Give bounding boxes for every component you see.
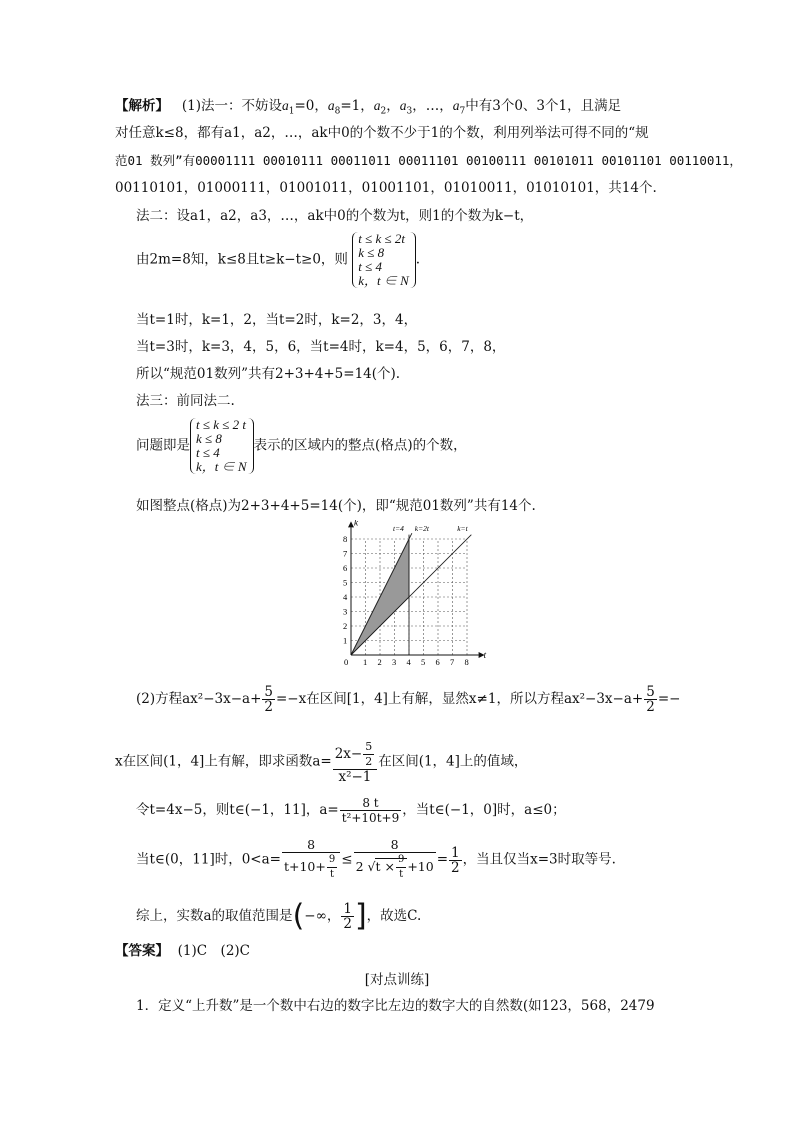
solution-line-1: 【解析】 (1)法一：不妨设$a_1=0$，$a_8=1$，$a_2$，$a_3$，…，$a_7$中有3个0、3个1，且满足 [115, 98, 622, 117]
method3-line: 法三：前同法二. [136, 393, 235, 409]
inequality-system-1: t ≤ k ≤ 2t k ≤ 8 t ≤ 4 k，t ∈ N [352, 232, 416, 288]
method2-system-line: 由2m=8知，k≤8且t≥k−t≥0，则 t ≤ k ≤ 2t k ≤ 8 t ≤ 4 k，t ∈ N . [136, 231, 421, 288]
line-k-t [351, 535, 471, 655]
x-tick-label: 3 [392, 657, 397, 667]
y-tick-label: 5 [343, 577, 348, 588]
answer-label: 【答案】 [115, 943, 169, 959]
y-tick-label: 2 [343, 621, 348, 631]
answer-line: 【答案】 (1)C (2)C [115, 943, 250, 959]
line-label: k=2t [414, 524, 430, 534]
x-tick-label: 5 [421, 657, 426, 667]
line-label: k=t [457, 524, 468, 534]
solution-line-3: 范01 数列”有00001111 00010111 00011011 00011101 00100111 00101011 00101101 00110011， [115, 153, 742, 168]
y-tick-label: 6 [343, 563, 348, 573]
y-tick-label: 7 [343, 548, 348, 559]
x-tick-label: 6 [435, 657, 440, 667]
y-tick-label: 4 [343, 592, 348, 602]
y-tick-label: 1 [343, 635, 348, 646]
y-axis-label: k [354, 520, 358, 528]
inequality-system-2: t ≤ k ≤ 2 t k ≤ 8 t ≤ 4 k，t ∈ N [190, 418, 254, 474]
part2-line-4: 当t∈(0，11]时，0<a= 8 t+10+ $\frac{9}{t}$ ≤ 8 2 √t × $\frac{9}{t}$ +10 = $\frac{1}{2}$ ，当且仅当x=3时取等号. [136, 837, 616, 880]
x-tick-label: 8 [464, 657, 469, 667]
method3-system-line: 问题即是 t ≤ k ≤ 2 t k ≤ 8 t ≤ 4 k，t ∈ N 表示的区域内的整点(格点)的个数， [136, 417, 467, 474]
line-label: t=4 [393, 524, 404, 534]
solution-label: 【解析】 [115, 98, 169, 114]
x-tick-label: 1 [363, 657, 368, 667]
conclusion-line: 综上，实数a的取值范围是(−∞， $\frac{1}{2}$ ]，故选C. [136, 898, 422, 934]
x-tick-label: 0 [344, 657, 349, 667]
part2-line-1: (2)方程ax²−3x−a+ $\frac{5}{2}$ =−x在区间[1，4]上有解，显然x≠1，所以方程ax²−3x−a+ $\frac{5}{2}$ =− [136, 684, 681, 715]
method2-line: 法二：设a1，a2，a3，…，ak中0的个数为t，则1的个数为k−t， [136, 208, 534, 224]
solution-line-4: 00110101，01000111，01001011，01001101，01010011，01010101，共14个. [115, 180, 657, 196]
y-tick-label: 3 [343, 606, 348, 617]
part2-line-2: x在区间(1，4]上有解，即求函数a= 2x− $\frac{5}{2}$ x²−1 在区间(1，4]上的值域， [115, 740, 528, 785]
y-tick-label: 8 [343, 534, 348, 544]
count-line: 所以“规范01数列”共有2+3+4+5=14(个). [136, 366, 401, 382]
region-chart [335, 520, 495, 670]
x-tick-label: 4 [406, 657, 411, 667]
x-axis-label: t [483, 650, 487, 660]
x-tick-label: 2 [377, 657, 382, 667]
case-line-2: 当t=3时，k=3，4，5，6，当t=4时，k=4，5，6，7，8， [136, 339, 506, 355]
part2-line-3: 令t=4x−5，则t∈(−1，11]，a= $\frac{8 t}{\text{t²+10t+9}}$ ，当t∈(−1，0]时，a≤0； [136, 796, 566, 825]
x-tick-label: 7 [450, 657, 455, 667]
exercise-1-line: 1．定义“上升数”是一个数中右边的数字比左边的数字大的自然数(如123，568，2479 [136, 998, 655, 1014]
section-title: [对点训练] [364, 972, 430, 988]
solution-line-2: 对任意k≤8，都有a1，a2，…，ak中0的个数不少于1的个数，利用列举法可得不同的“规 [115, 125, 649, 141]
case-line-1: 当t=1时，k=1，2，当t=2时，k=2，3，4， [136, 312, 418, 328]
lattice-count-line: 如图整点(格点)为2+3+4+5=14(个)，即“规范01数列”共有14个. [136, 498, 536, 514]
